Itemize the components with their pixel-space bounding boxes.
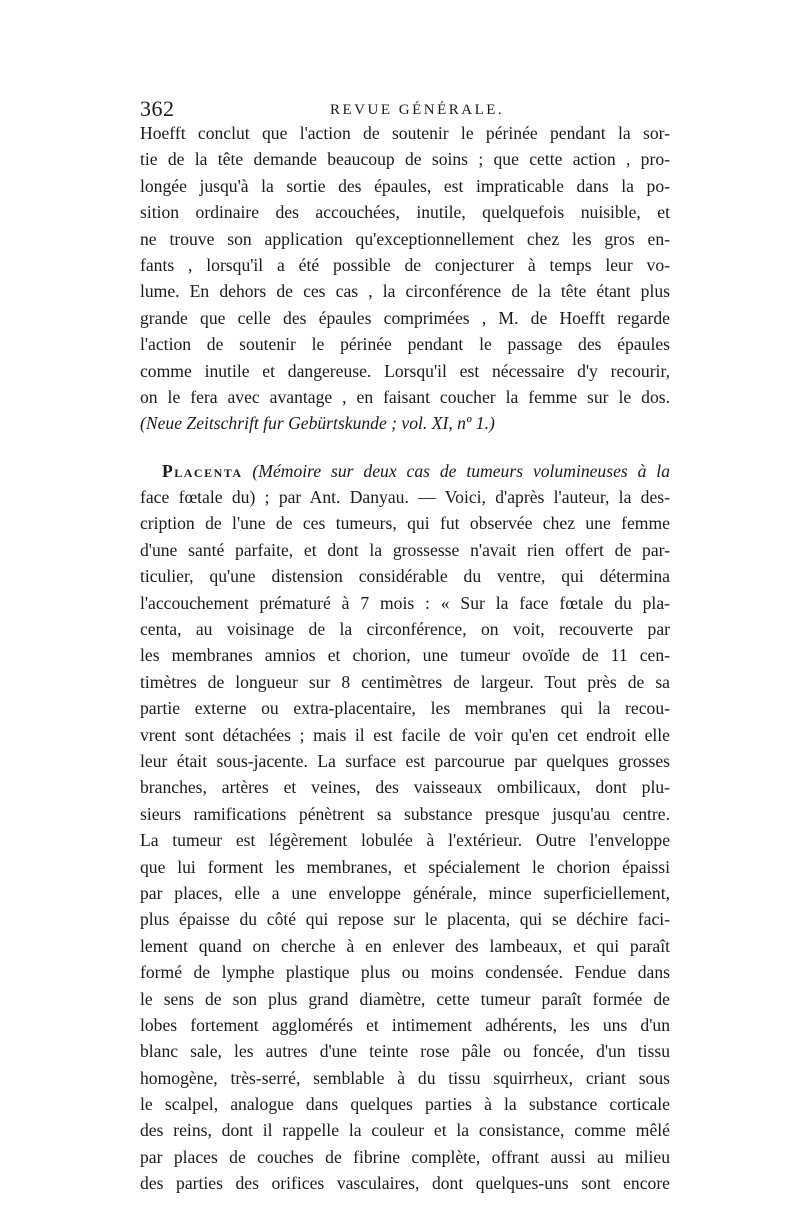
text-line: Hoefft conclut que l'action de soutenir le périnée pendant la sor- [140, 123, 670, 143]
text-line: tie de la tête demande beaucoup de soins ; que cette action , pro- [140, 149, 670, 170]
text-line: l'accouchement prématuré à 7 mois : « Sur la face fœtale du pla- [140, 592, 670, 613]
text-line: La tumeur est légèrement lobulée à l'extérieur. Outre l'enveloppe [140, 830, 670, 851]
text-line: le scalpel, analogue dans quelques parties à la substance corticale [140, 1094, 670, 1115]
text-line: lume. En dehors de ces cas , la circonférence de la tête étant plus [140, 281, 670, 302]
text-line: longée jusqu'à la sortie des épaules, est impraticable dans la po- [140, 175, 670, 196]
paragraph-placenta [140, 458, 670, 1197]
paragraph-hoefft [140, 120, 670, 437]
text-line: lobes fortement agglomérés et intimement adhérents, les uns d'un [140, 1014, 670, 1035]
text-line: que lui forment les membranes, et spécialement le chorion épaissi [140, 856, 670, 877]
text-line: les membranes amnios et chorion, une tumeur ovoïde de 11 cen- [140, 645, 670, 666]
text-line: vrent sont détachées ; mais il est facile de voir qu'en cet endroit elle [140, 724, 670, 745]
text-line: plus épaisse du côté qui repose sur le placenta, qui se déchire faci- [140, 909, 670, 930]
page-number: 362 [140, 96, 175, 121]
text-line: branches, artères et veines, des vaisseaux ombilicaux, dont plu- [140, 777, 670, 798]
text-line: des reins, dont il rappelle la couleur et la consistance, comme mêlé [140, 1120, 670, 1141]
text-line: par places, elle a une enveloppe générale, mince superficiellement, [140, 882, 670, 903]
section-lead-line [140, 458, 670, 484]
paragraph-gap [140, 437, 670, 458]
text-line: partie externe ou extra-placentaire, les membranes qui la recou- [140, 698, 670, 719]
body-text [140, 120, 670, 1197]
text-line: centa, au voisinage de la circonférence, on voit, recouverte par [140, 619, 670, 640]
text-line: homogène, très-serré, semblable à du tissu squirrheux, criant sous [140, 1067, 670, 1088]
text-line: sition ordinaire des accouchées, inutile, quelquefois nuisible, et [140, 202, 670, 223]
section-title-rest: (Mémoire sur deux cas de tumeurs volumineuses à la [242, 460, 670, 481]
text-line: face fœtale du) ; par Ant. Danyau. — Voici, d'après l'auteur, la des- [140, 487, 670, 508]
text-line: sieurs ramifications pénètrent sa substance presque jusqu'au centre. [140, 803, 670, 824]
text-line: ticulier, qu'une distension considérable du ventre, qui détermina [140, 566, 670, 587]
text-line: des parties des orifices vasculaires, dont quelques-uns sont encore [140, 1173, 670, 1194]
text-line: blanc sale, les autres d'une teinte rose pâle ou foncée, d'un tissu [140, 1041, 670, 1062]
text-line: formé de lymphe plastique plus ou moins condensée. Fendue dans [140, 962, 670, 983]
text-line: l'action de soutenir le périnée pendant le passage des épaules [140, 334, 670, 355]
running-head: REVUE GÉNÉRALE. [330, 102, 505, 118]
text-line: d'une santé parfaite, et dont la grossesse n'avait rien offert de par- [140, 539, 670, 560]
citation-line: (Neue Zeitschrift fur Gebürtskunde ; vol. XI, nº 1.) [140, 413, 495, 434]
text-line: par places de couches de fibrine complète, offrant aussi au milieu [140, 1146, 670, 1167]
text-line: lement quand on cherche à en enlever des lambeaux, et qui paraît [140, 935, 670, 956]
text-line: le sens de son plus grand diamètre, cette tumeur paraît formée de [140, 988, 670, 1009]
text-line: comme inutile et dangereuse. Lorsqu'il est nécessaire d'y recourir, [140, 360, 670, 381]
text-line: grande que celle des épaules comprimées , M. de Hoefft regarde [140, 307, 670, 328]
text-line: cription de l'une de ces tumeurs, qui fut observée chez une femme [140, 513, 670, 534]
text-line: fants , lorsqu'il a été possible de conjecturer à temps leur vo- [140, 254, 670, 275]
text-line: timètres de longueur sur 8 centimètres de largeur. Tout près de sa [140, 671, 670, 692]
text-line: leur était sous-jacente. La surface est parcourue par quelques grosses [140, 750, 670, 771]
text-line: ne trouve son application qu'exceptionnellement chez les gros en- [140, 228, 670, 249]
text-line: on le fera avec avantage , en faisant coucher la femme sur le dos. [140, 386, 670, 407]
section-lead: Placenta [162, 460, 243, 481]
